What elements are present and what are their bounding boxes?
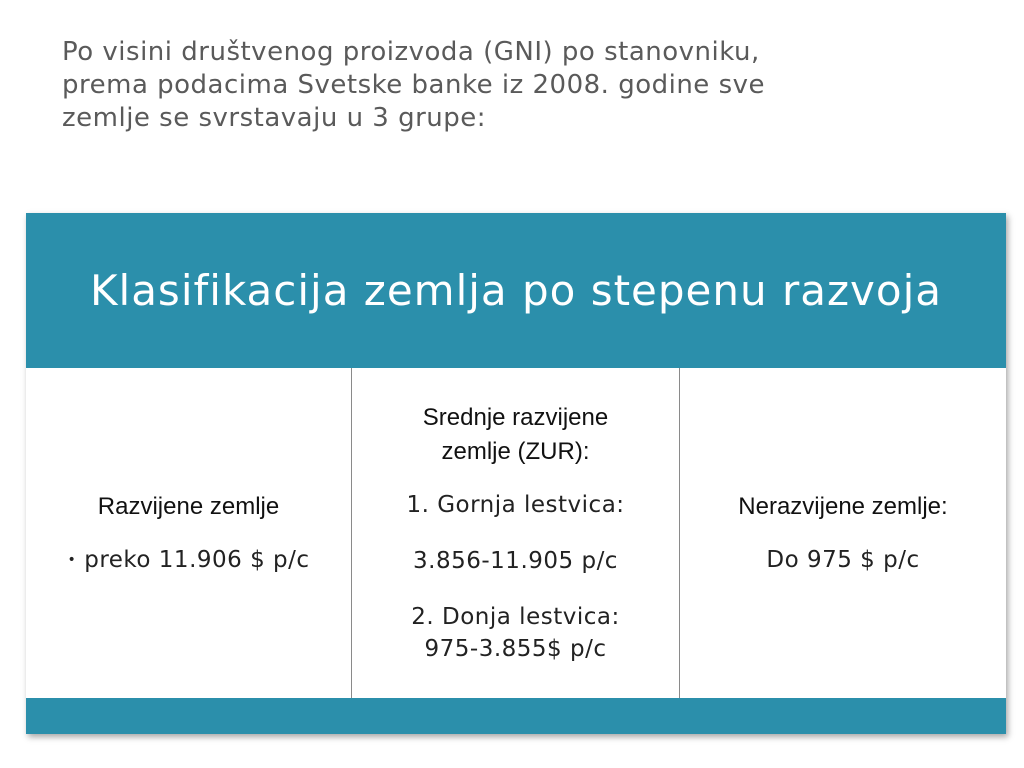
developed-detail: preko 11.906 $ p/c [84, 547, 310, 573]
table-body [26, 368, 1006, 698]
undeveloped-heading: Nerazvijene zemlje: [738, 493, 948, 520]
developed-detail-row [67, 544, 309, 576]
intro-text [62, 36, 962, 135]
undeveloped-detail: Do 975 $ p/c [766, 547, 920, 573]
classification-table [26, 213, 1006, 734]
middle-upper-range: 3.856-11.905 p/c [413, 548, 618, 574]
intro-line-3: zemlje se svrstavaju u 3 grupe: [62, 103, 487, 133]
middle-heading-line-2: zemlje (ZUR): [441, 438, 590, 465]
intro-line-2: prema podacima Svetske banke iz 2008. godine sve [62, 70, 765, 100]
table-header [26, 213, 1006, 368]
middle-lower-label: 2. Donja lestvica: [411, 604, 620, 630]
table-footer [26, 698, 1006, 734]
middle-lower-range: 975-3.855$ p/c [424, 636, 607, 662]
middle-upper-label: 1. Gornja lestvica: [406, 492, 625, 518]
column-developed [26, 368, 352, 698]
middle-heading-line-1: Srednje razvijene [422, 404, 609, 431]
bullet-icon: • [67, 552, 77, 568]
developed-heading: Razvijene zemlje [97, 493, 280, 520]
intro-line-1: Po visini društvenog proizvoda (GNI) po stanovniku, [62, 37, 760, 67]
column-middle [352, 368, 680, 698]
table-title: Klasifikacija zemlja po stepenu razvoja [89, 266, 942, 315]
column-undeveloped [680, 368, 1006, 698]
